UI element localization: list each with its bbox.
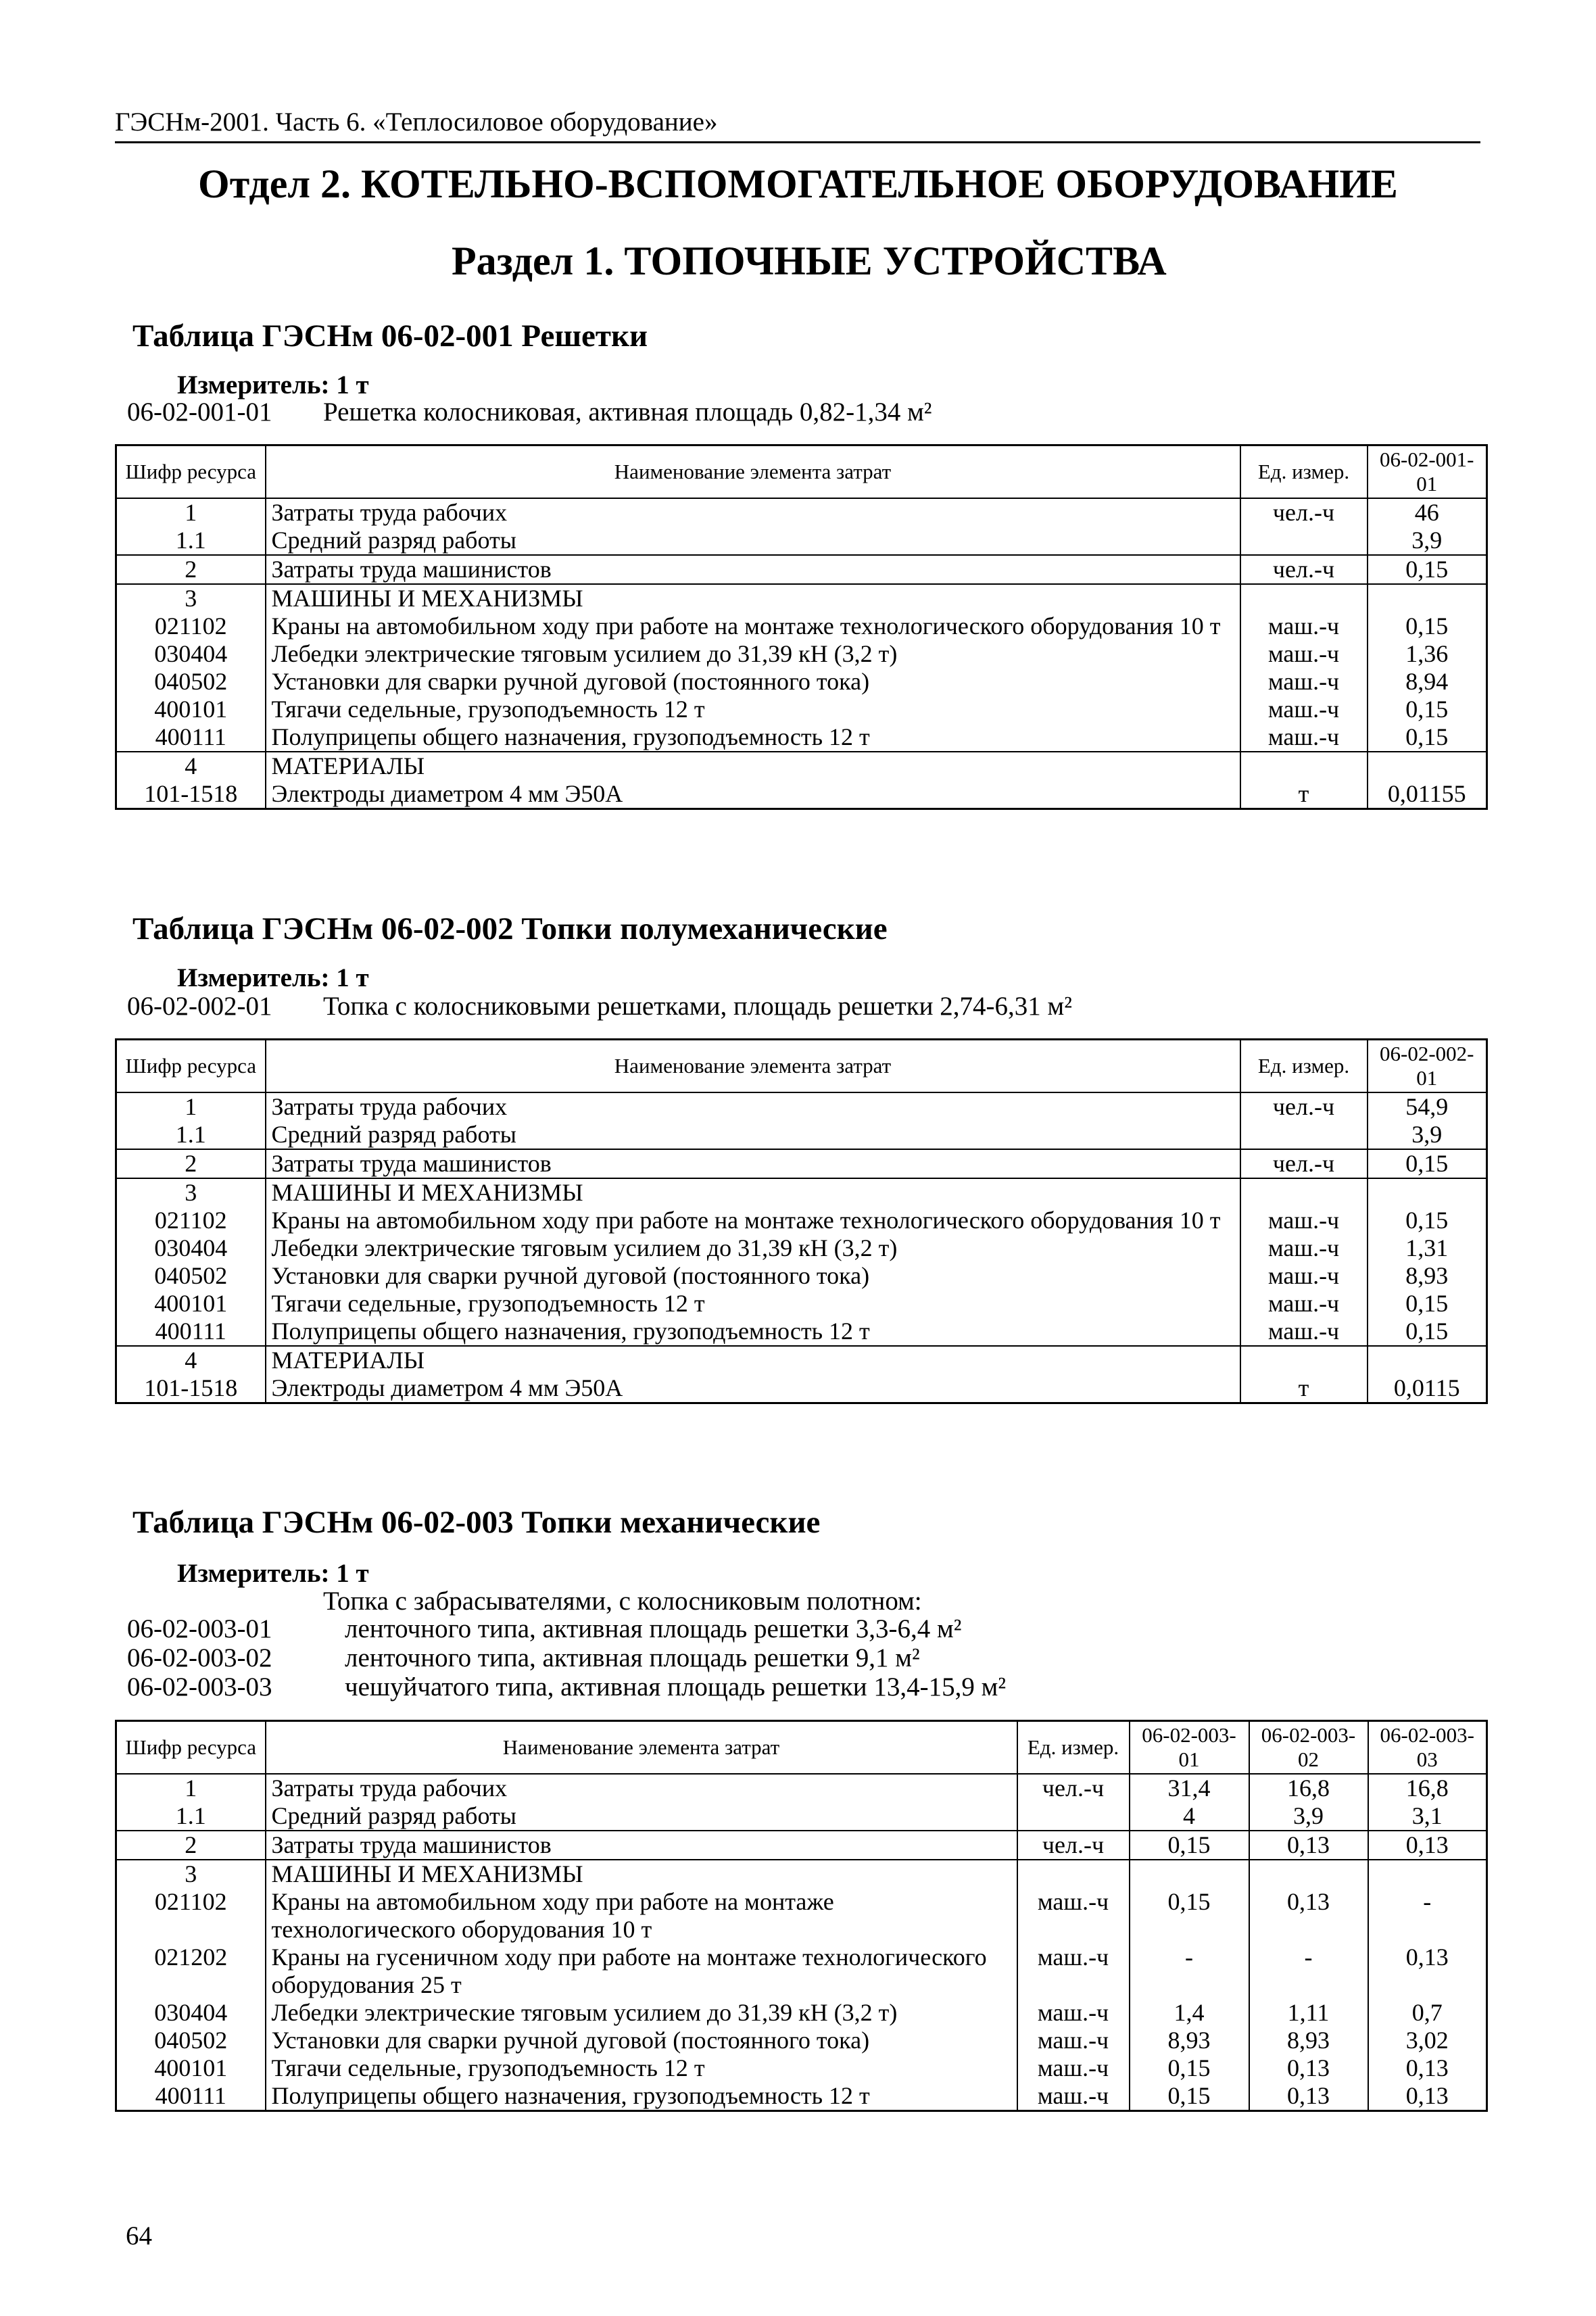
cost-element-cell: Полуприцепы общего назначения, грузоподъемность 12 т	[266, 723, 1240, 752]
norm-value-cell: 0,15	[1368, 1207, 1487, 1234]
measure-label: Измеритель:	[177, 963, 330, 992]
unit-cell: т	[1240, 1374, 1368, 1403]
measure-value: 1 т	[336, 963, 369, 992]
unit-cell: т	[1240, 780, 1368, 809]
resource-code-cell: 4	[116, 752, 266, 780]
table3-measure	[177, 1558, 369, 1589]
col-unit-header: Ед. измер.	[1240, 445, 1368, 498]
norm-value-cell	[1368, 584, 1487, 612]
page-number: 64	[126, 2221, 152, 2250]
measure-label: Измеритель:	[177, 370, 330, 400]
norm-description: чешуйчатого типа, активная площадь решетки 13,4-15,9 м²	[345, 1672, 1007, 1702]
resource-code-cell: 101-1518	[116, 1374, 266, 1403]
otdel-title: Отдел 2. КОТЕЛЬНО-ВСПОМОГАТЕЛЬНОЕ ОБОРУДОВАНИЕ	[198, 162, 1398, 206]
cost-element-cell: МАШИНЫ И МЕХАНИЗМЫ	[266, 584, 1240, 612]
col-name-header: Наименование элемента затрат	[266, 1721, 1017, 1774]
cost-element-cell: Краны на автомобильном ходу при работе на монтаже технологического оборудования 10 т	[266, 612, 1240, 640]
unit-cell: маш.-ч	[1240, 612, 1368, 640]
norm-value-cell: 3,02	[1368, 2027, 1487, 2054]
norm-value-cell: 0,13	[1249, 1888, 1368, 1944]
norm-value-cell	[1368, 1860, 1487, 1888]
unit-cell: маш.-ч	[1240, 668, 1368, 696]
resource-code-cell: 1	[116, 1774, 266, 1802]
table-row	[116, 696, 1487, 723]
norm-value-cell: 8,93	[1368, 1262, 1487, 1290]
cost-element-cell: Затраты труда машинистов	[266, 1831, 1017, 1860]
unit-cell: маш.-ч	[1017, 1944, 1130, 1999]
norm-value-cell	[1368, 752, 1487, 780]
table3-title: Таблица ГЭСНм 06-02-003 Топки механические	[132, 1505, 821, 1540]
norm-value-cell: 0,15	[1130, 1831, 1249, 1860]
norm-value-cell: 0,15	[1368, 1149, 1487, 1178]
cost-element-cell: Лебедки электрические тяговым усилием до 31,39 кН (3,2 т)	[266, 1234, 1240, 1262]
norm-value-cell: -	[1368, 1888, 1487, 1944]
unit-cell	[1240, 1121, 1368, 1149]
resource-code-cell: 1.1	[116, 1802, 266, 1831]
norm-value-cell	[1249, 1860, 1368, 1888]
unit-cell: маш.-ч	[1017, 2027, 1130, 2054]
unit-cell: маш.-ч	[1240, 1318, 1368, 1346]
cost-element-cell: Средний разряд работы	[266, 1802, 1017, 1831]
razdel-title: Раздел 1. ТОПОЧНЫЕ УСТРОЙСТВА	[452, 239, 1167, 283]
norm-value-cell: 8,94	[1368, 668, 1487, 696]
norm-value-cell: 0,0115	[1368, 1374, 1487, 1403]
norm-value-cell: 0,13	[1249, 1831, 1368, 1860]
resource-code-cell: 030404	[116, 1234, 266, 1262]
norm-value-cell: 0,13	[1368, 2082, 1487, 2111]
unit-cell	[1017, 1802, 1130, 1831]
table2-title: Таблица ГЭСНм 06-02-002 Топки полумеханические	[132, 911, 888, 946]
resource-code-cell: 400111	[116, 2082, 266, 2111]
norm-value-cell: 0,15	[1368, 1290, 1487, 1318]
norm-value-cell: 0,13	[1368, 1831, 1487, 1860]
cost-element-cell: Электроды диаметром 4 мм Э50А	[266, 780, 1240, 809]
norm-code: 06-02-003-02	[127, 1643, 272, 1672]
table-row	[116, 1318, 1487, 1346]
norm-value-cell: 0,15	[1368, 555, 1487, 584]
table-row	[116, 723, 1487, 752]
norm-value-cell: 0,15	[1130, 1888, 1249, 1944]
unit-cell	[1240, 752, 1368, 780]
unit-cell	[1240, 1346, 1368, 1374]
unit-cell: маш.-ч	[1017, 1999, 1130, 2027]
norm-value-cell: 0,13	[1249, 2054, 1368, 2082]
table-row	[116, 584, 1487, 612]
table-row	[116, 1999, 1487, 2027]
norm-value-cell: 0,13	[1368, 2054, 1487, 2082]
norm-value-cell: 0,15	[1368, 612, 1487, 640]
table-row	[116, 1944, 1487, 1999]
col-name-header: Наименование элемента затрат	[266, 445, 1240, 498]
resource-code-cell: 040502	[116, 668, 266, 696]
norm-description: ленточного типа, активная площадь решетки 9,1 м²	[345, 1643, 920, 1672]
unit-cell: чел.-ч	[1240, 555, 1368, 584]
table-row	[116, 2027, 1487, 2054]
norm-value-cell: 8,93	[1249, 2027, 1368, 2054]
norm-code: 06-02-003-01	[127, 1614, 272, 1643]
resource-code-cell: 1	[116, 498, 266, 527]
table-row	[116, 668, 1487, 696]
unit-cell: маш.-ч	[1240, 1262, 1368, 1290]
unit-cell	[1240, 584, 1368, 612]
norm-description: Топка с колосниковыми решетками, площадь решетки 2,74-6,31 м²	[323, 992, 1072, 1021]
norm-code: 06-02-003-03	[127, 1672, 272, 1702]
norm-value-cell: 1,31	[1368, 1234, 1487, 1262]
unit-cell: маш.-ч	[1240, 640, 1368, 668]
table-row	[116, 1262, 1487, 1290]
norm-value-cell: 0,15	[1130, 2054, 1249, 2082]
cost-element-cell: Установки для сварки ручной дуговой (постоянного тока)	[266, 2027, 1017, 2054]
cost-element-cell: Тягачи седельные, грузоподъемность 12 т	[266, 1290, 1240, 1318]
cost-element-cell: МАТЕРИАЛЫ	[266, 752, 1240, 780]
table-row	[116, 752, 1487, 780]
norm-value-cell: 1,4	[1130, 1999, 1249, 2027]
unit-cell: маш.-ч	[1240, 696, 1368, 723]
table-row	[116, 1374, 1487, 1403]
table-row	[116, 612, 1487, 640]
resource-code-cell: 101-1518	[116, 780, 266, 809]
cost-element-cell: Краны на автомобильном ходу при работе на монтаже технологического оборудования 10 т	[266, 1207, 1240, 1234]
cost-element-cell: Средний разряд работы	[266, 1121, 1240, 1149]
norm-value-cell: 4	[1130, 1802, 1249, 1831]
norm-code: 06-02-001-01	[127, 397, 272, 427]
resource-code-cell: 021202	[116, 1944, 266, 1999]
norm-value-cell	[1368, 1346, 1487, 1374]
norm-value-cell: 3,9	[1249, 1802, 1368, 1831]
resource-code-cell: 040502	[116, 2027, 266, 2054]
table-row	[116, 1290, 1487, 1318]
table-row	[116, 2054, 1487, 2082]
norm-table-1	[115, 444, 1488, 810]
cost-element-cell: Установки для сварки ручной дуговой (постоянного тока)	[266, 1262, 1240, 1290]
resource-code-cell: 021102	[116, 612, 266, 640]
cost-element-cell: Тягачи седельные, грузоподъемность 12 т	[266, 696, 1240, 723]
resource-code-cell: 040502	[116, 1262, 266, 1290]
resource-code-cell: 400111	[116, 1318, 266, 1346]
table-row	[116, 1121, 1487, 1149]
norm-value-cell: 3,9	[1368, 1121, 1487, 1149]
norm-code: 06-02-002-01	[127, 992, 272, 1021]
unit-cell: маш.-ч	[1017, 2082, 1130, 2111]
norm-value-cell: 0,15	[1368, 696, 1487, 723]
table-row	[116, 780, 1487, 809]
table1-title: Таблица ГЭСНм 06-02-001 Решетки	[132, 318, 648, 354]
norm-value-cell: 1,36	[1368, 640, 1487, 668]
table1-measure	[177, 370, 369, 400]
norm-value-cell: 0,7	[1368, 1999, 1487, 2027]
measure-value: 1 т	[336, 370, 369, 400]
norm-value-cell: 0,15	[1368, 723, 1487, 752]
resource-code-cell: 400101	[116, 2054, 266, 2082]
resource-code-cell: 2	[116, 555, 266, 584]
norm-value-cell: 1,11	[1249, 1999, 1368, 2027]
col-norm-header: 06-02-003-01	[1130, 1721, 1249, 1774]
resource-code-cell: 1.1	[116, 1121, 266, 1149]
unit-cell	[1240, 1178, 1368, 1207]
resource-code-cell: 400111	[116, 723, 266, 752]
resource-code-cell: 030404	[116, 1999, 266, 2027]
col-code-header: Шифр ресурса	[116, 1040, 266, 1092]
unit-cell	[1240, 527, 1368, 555]
cost-element-cell: Средний разряд работы	[266, 527, 1240, 555]
table-row	[116, 1234, 1487, 1262]
cost-element-cell: Затраты труда рабочих	[266, 1092, 1240, 1121]
resource-code-cell: 3	[116, 1860, 266, 1888]
table-row	[116, 1888, 1487, 1944]
unit-cell: чел.-ч	[1240, 1092, 1368, 1121]
cost-element-cell: Краны на гусеничном ходу при работе на монтаже технологического оборудования 25 т	[266, 1944, 1017, 1999]
norm-value-cell: 0,13	[1368, 1944, 1487, 1999]
unit-cell: маш.-ч	[1017, 2054, 1130, 2082]
unit-cell: маш.-ч	[1240, 1290, 1368, 1318]
unit-cell: маш.-ч	[1240, 1234, 1368, 1262]
norm-description: ленточного типа, активная площадь решетки 3,3-6,4 м²	[345, 1614, 962, 1643]
norm-value-cell: 0,01155	[1368, 780, 1487, 809]
table-row	[116, 498, 1487, 527]
col-norm-header: 06-02-002-01	[1368, 1040, 1487, 1092]
cost-element-cell: Тягачи седельные, грузоподъемность 12 т	[266, 2054, 1017, 2082]
unit-cell: маш.-ч	[1017, 1888, 1130, 1944]
table-row	[116, 1802, 1487, 1831]
norm-description: Решетка колосниковая, активная площадь 0,82-1,34 м²	[323, 397, 932, 427]
unit-cell: чел.-ч	[1240, 498, 1368, 527]
resource-code-cell: 3	[116, 1178, 266, 1207]
cost-element-cell: МАТЕРИАЛЫ	[266, 1346, 1240, 1374]
running-header: ГЭСНм-2001. Часть 6. «Теплосиловое оборудование»	[115, 107, 1480, 143]
resource-code-cell: 2	[116, 1831, 266, 1860]
norm-value-cell: 3,1	[1368, 1802, 1487, 1831]
table-row	[116, 1860, 1487, 1888]
col-unit-header: Ед. измер.	[1017, 1721, 1130, 1774]
table-row	[116, 1831, 1487, 1860]
unit-cell: чел.-ч	[1017, 1831, 1130, 1860]
norm-value-cell: 0,13	[1249, 2082, 1368, 2111]
cost-element-cell: Лебедки электрические тяговым усилием до 31,39 кН (3,2 т)	[266, 640, 1240, 668]
norm-value-cell: 0,15	[1130, 2082, 1249, 2111]
col-name-header: Наименование элемента затрат	[266, 1040, 1240, 1092]
col-norm-header: 06-02-003-02	[1249, 1721, 1368, 1774]
norm-value-cell: 16,8	[1249, 1774, 1368, 1802]
table-row	[116, 555, 1487, 584]
cost-element-cell: Установки для сварки ручной дуговой (постоянного тока)	[266, 668, 1240, 696]
norm-value-cell: -	[1249, 1944, 1368, 1999]
table-row	[116, 1774, 1487, 1802]
table3-intro: Топка с забрасывателями, с колосниковым полотном:	[323, 1587, 922, 1616]
unit-cell	[1017, 1860, 1130, 1888]
resource-code-cell: 030404	[116, 640, 266, 668]
measure-label: Измеритель:	[177, 1559, 330, 1588]
norm-value-cell	[1368, 1178, 1487, 1207]
norm-value-cell: 46	[1368, 498, 1487, 527]
resource-code-cell: 1.1	[116, 527, 266, 555]
cost-element-cell: Электроды диаметром 4 мм Э50А	[266, 1374, 1240, 1403]
cost-element-cell: Полуприцепы общего назначения, грузоподъемность 12 т	[266, 2082, 1017, 2111]
resource-code-cell: 1	[116, 1092, 266, 1121]
norm-value-cell	[1130, 1860, 1249, 1888]
norm-value-cell: -	[1130, 1944, 1249, 1999]
unit-cell: чел.-ч	[1017, 1774, 1130, 1802]
cost-element-cell: Затраты труда рабочих	[266, 1774, 1017, 1802]
cost-element-cell: Лебедки электрические тяговым усилием до 31,39 кН (3,2 т)	[266, 1999, 1017, 2027]
resource-code-cell: 400101	[116, 696, 266, 723]
unit-cell: чел.-ч	[1240, 1149, 1368, 1178]
table-row	[116, 1207, 1487, 1234]
norm-value-cell: 54,9	[1368, 1092, 1487, 1121]
table-row	[116, 1178, 1487, 1207]
norm-table-3	[115, 1720, 1488, 2112]
cost-element-cell: МАШИНЫ И МЕХАНИЗМЫ	[266, 1860, 1017, 1888]
norm-value-cell: 0,15	[1368, 1318, 1487, 1346]
cost-element-cell: Краны на автомобильном ходу при работе на монтаже технологического оборудования 10 т	[266, 1888, 1017, 1944]
resource-code-cell: 400101	[116, 1290, 266, 1318]
resource-code-cell: 4	[116, 1346, 266, 1374]
table-row	[116, 1346, 1487, 1374]
table-row	[116, 640, 1487, 668]
col-norm-header: 06-02-001-01	[1368, 445, 1487, 498]
table-row	[116, 527, 1487, 555]
unit-cell: маш.-ч	[1240, 1207, 1368, 1234]
table-row	[116, 1092, 1487, 1121]
col-code-header: Шифр ресурса	[116, 445, 266, 498]
col-unit-header: Ед. измер.	[1240, 1040, 1368, 1092]
resource-code-cell: 021102	[116, 1207, 266, 1234]
norm-value-cell: 3,9	[1368, 527, 1487, 555]
col-norm-header: 06-02-003-03	[1368, 1721, 1487, 1774]
col-code-header: Шифр ресурса	[116, 1721, 266, 1774]
cost-element-cell: МАШИНЫ И МЕХАНИЗМЫ	[266, 1178, 1240, 1207]
cost-element-cell: Затраты труда машинистов	[266, 1149, 1240, 1178]
table-row	[116, 2082, 1487, 2111]
table-row	[116, 1149, 1487, 1178]
norm-value-cell: 8,93	[1130, 2027, 1249, 2054]
resource-code-cell: 2	[116, 1149, 266, 1178]
measure-value: 1 т	[336, 1559, 369, 1588]
resource-code-cell: 3	[116, 584, 266, 612]
cost-element-cell: Затраты труда машинистов	[266, 555, 1240, 584]
table2-measure	[177, 963, 369, 993]
norm-table-2	[115, 1038, 1488, 1404]
norm-value-cell: 31,4	[1130, 1774, 1249, 1802]
unit-cell: маш.-ч	[1240, 723, 1368, 752]
cost-element-cell: Полуприцепы общего назначения, грузоподъемность 12 т	[266, 1318, 1240, 1346]
resource-code-cell: 021102	[116, 1888, 266, 1944]
cost-element-cell: Затраты труда рабочих	[266, 498, 1240, 527]
norm-value-cell: 16,8	[1368, 1774, 1487, 1802]
